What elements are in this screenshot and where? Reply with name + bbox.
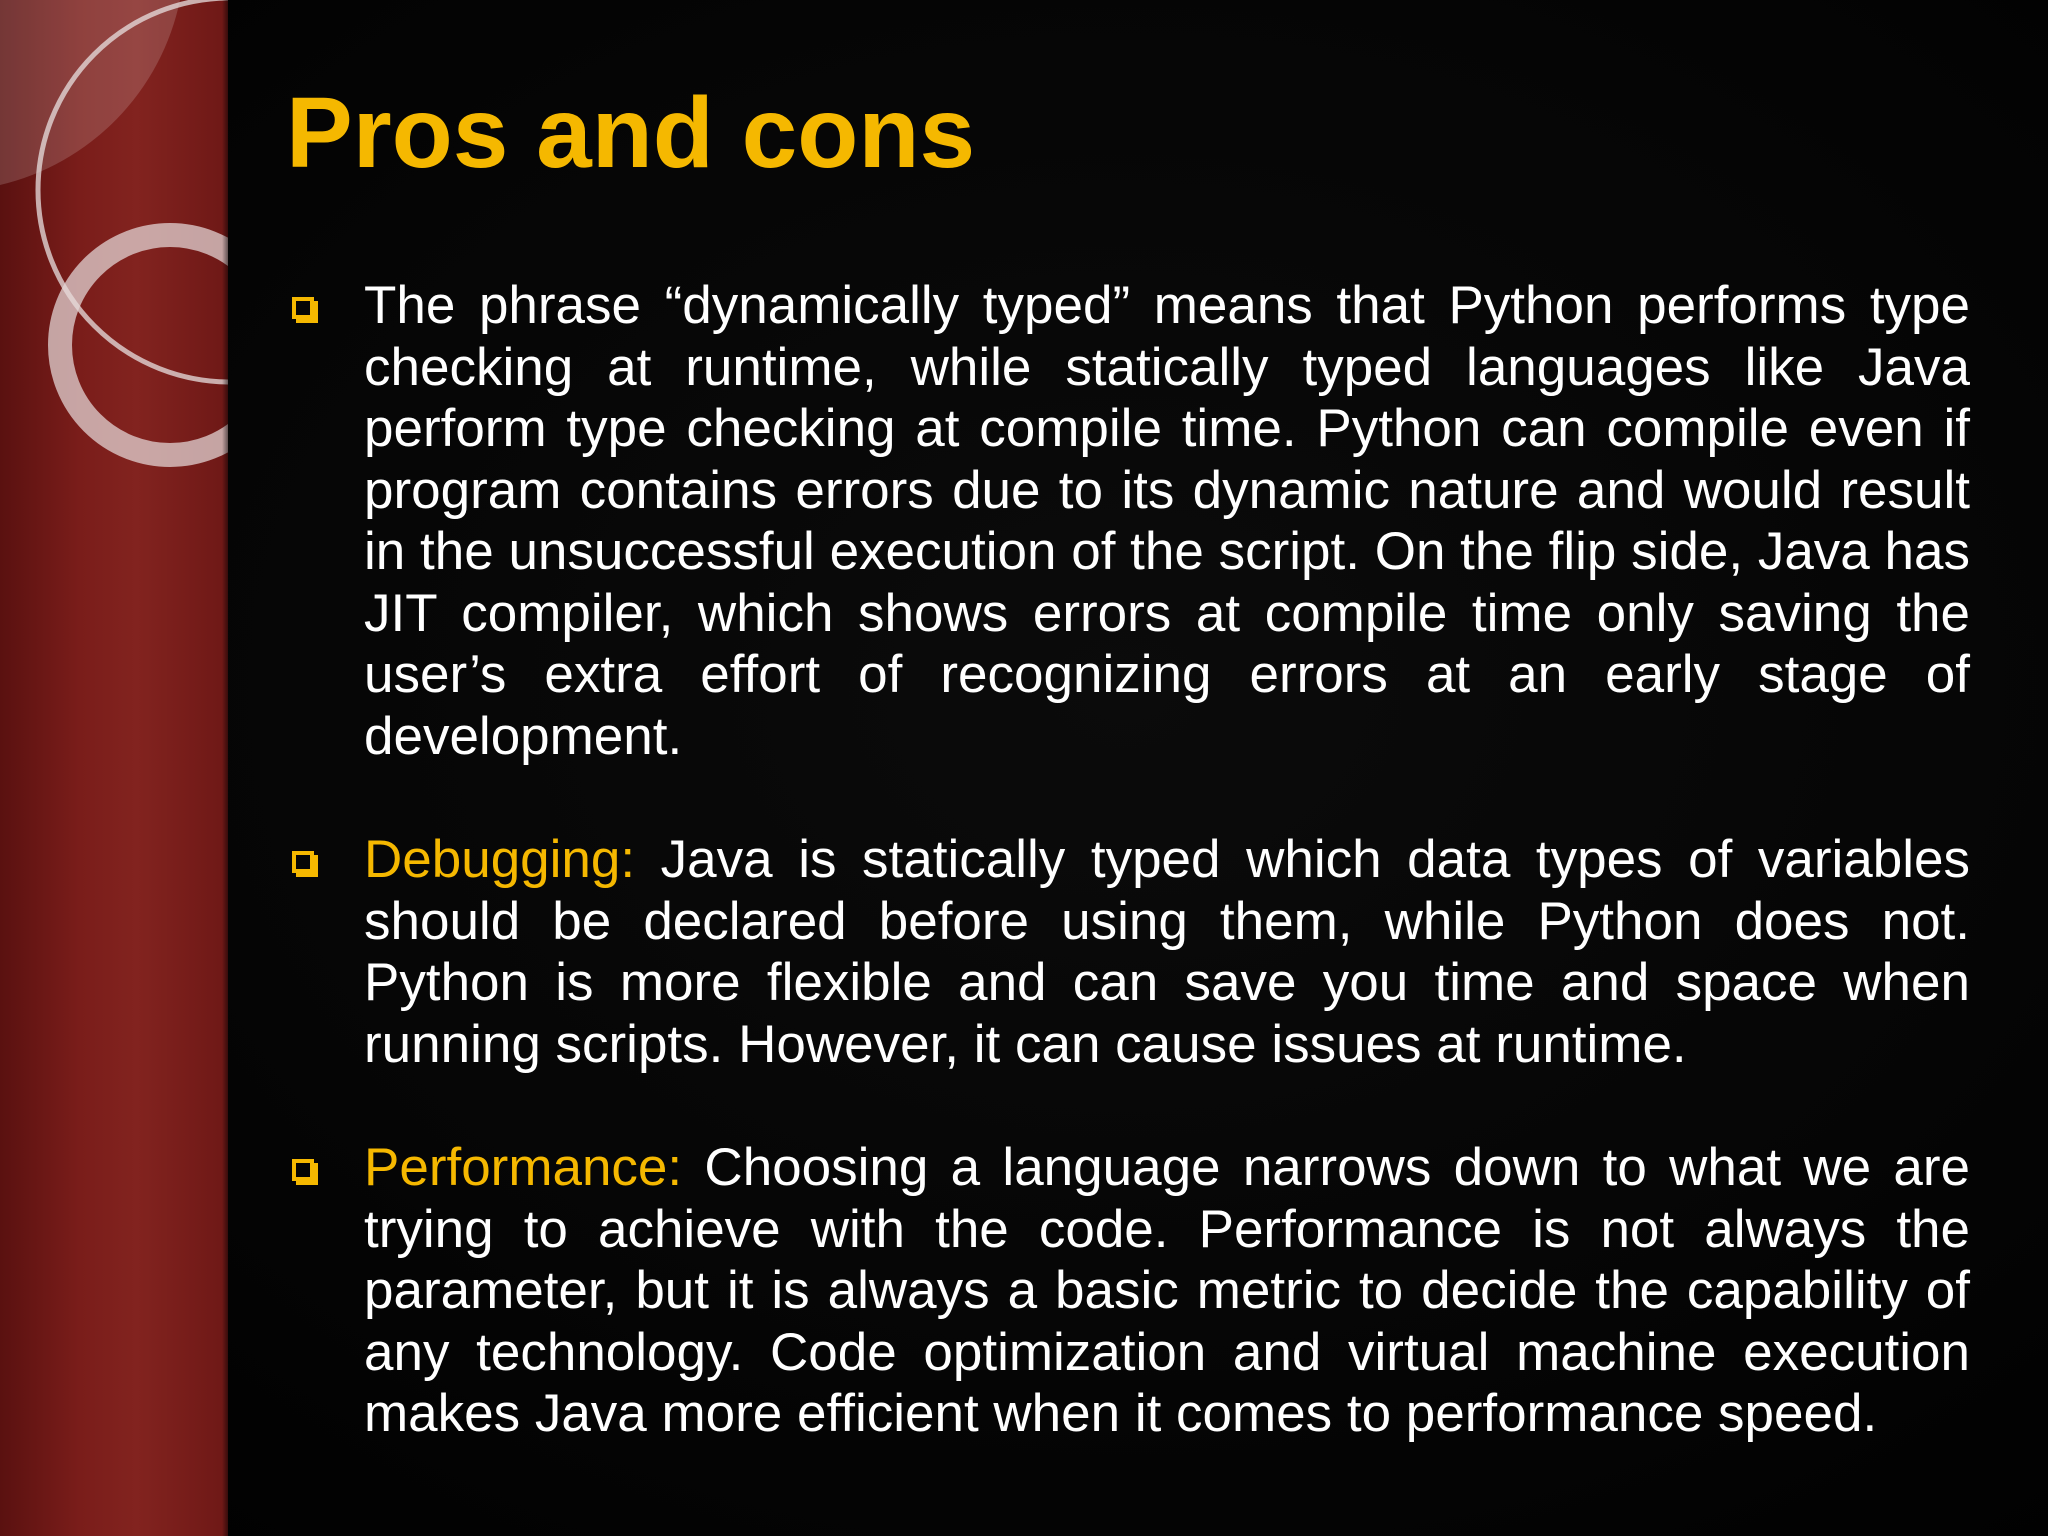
- hollow-square-bullet-icon: [292, 1159, 314, 1181]
- bullet-text: The phrase “dynamically typed” means that Python performs type checking at runtime, while statically typed languages like Java perform type checking at compile time. Python can compile even if program contains errors due to its dynamic nature and would result in the unsuccessful execution of the script. On the flip side, Java has JIT compiler, which shows errors at compile time only saving the user’s extra effort of recognizing errors at an early stage of development.: [364, 276, 1970, 766]
- decorative-sidebar: [0, 0, 228, 1536]
- bullet-label: Performance:: [364, 1138, 683, 1197]
- bullet-list: [286, 275, 1970, 1507]
- bullet-label: Debugging:: [364, 830, 636, 889]
- bullet-item-debugging: [286, 829, 1970, 1075]
- decorative-circles: [0, 0, 228, 1536]
- bullet-item-dynamic-typing: [286, 275, 1970, 767]
- bullet-text: Java is statically typed which data types of variables should be declared before using them, while Python does not. Python is more flexible and can save you time and space when running scripts. However, it can cause issues at runtime.: [364, 830, 1970, 1074]
- bullet-text: Choosing a language narrows down to what we are trying to achieve with the code. Performance is not always the parameter, but it is always a basic metric to decide the capability of any technology. Code optimization and virtual machine execution makes Java more efficient when it comes to performance speed.: [364, 1138, 1970, 1443]
- bullet-item-performance: [286, 1137, 1970, 1445]
- hollow-square-bullet-icon: [292, 851, 314, 873]
- slide-title: Pros and cons: [286, 77, 976, 189]
- hollow-square-bullet-icon: [292, 297, 314, 319]
